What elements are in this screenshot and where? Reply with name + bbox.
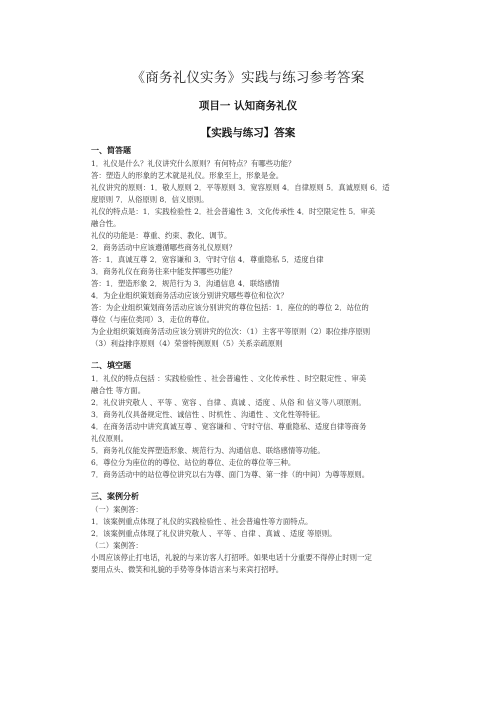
text-line: 2．商务活动中应该遵循哪些商务礼仪原则？ [91, 243, 237, 252]
text-line: 4．在商务活动中讲究真诚互尊 、宽容谦和 、守时守信、尊重隐私、适度自律等商务 [91, 422, 367, 431]
text-line: 4．为企业组织策划商务活动应该分别讲究哪些尊位和位次？ [91, 291, 288, 300]
text-line: 6．尊位分为座位的的尊位、站位的尊位、走位的尊位等三种。 [91, 458, 296, 467]
text-line: 为企业组织策划商务活动应该分别讲究的位次：（1）主客平等原则（2）职位排序原则 [91, 327, 371, 336]
text-line: 答：为企业组织策划商务活动应该分别讲究的尊位包括：1．座位的的尊位 2．站位的 [91, 303, 369, 312]
text-line: 2．礼仪讲究敬人 、平等 、宽容 、自律 、真诚 、适度 、从俗 和 信义等八项原则。 [91, 398, 366, 407]
text-line: 融合性。 [91, 219, 121, 228]
text-line: 礼仪讲究的原则：1．敬人原则 2．平等原则 3．宽容原则 4．自律原则 5．真诚原则 6．适 [91, 183, 390, 192]
text-line: 3．商务礼仪在商务往来中能发挥哪些功能？ [91, 267, 237, 276]
document-title: 《商务礼仪实务》实践与练习参考答案 [131, 70, 365, 86]
text-line: （二）案例答： [91, 541, 143, 550]
text-line: 答：塑造人的形象的艺术就是礼仪。形象至上，形象是金。 [91, 171, 284, 180]
text-line: 要用点头、微笑和礼貌的手势等身体语言来与来宾打招呼。 [91, 565, 284, 574]
text-line: 小周应该停止打电话，礼貌的与来访客人打招呼。如果电话十分重要不得停止时则一定 [91, 553, 372, 562]
section-heading-short-answer: 一、简答题 [91, 146, 131, 155]
text-line: 礼仪原则。 [91, 434, 128, 443]
text-line: 1．礼仪是什么？礼仪讲究什么原则？有何特点？有哪些功能？ [91, 159, 296, 168]
text-line: 2．该案例重点体现了礼仪讲究敬人 、平等 、自律 、真诚 、适度 等原则。 [91, 529, 337, 538]
text-line: 答：1．塑造形象 2．规范行为 3．沟通信息 4．联络感情 [91, 279, 280, 288]
text-line: 5．商务礼仪能发挥塑造形象、规范行为、沟通信息、联络感情等功能。 [91, 446, 325, 455]
project-heading: 项目一 认知商务礼仪 [198, 100, 298, 112]
text-line: 1．礼仪的特点包括 ：实践检验性 、社会普遍性 、文化传承性 、时空限定性 、审美 [91, 374, 367, 383]
practice-heading: 【实践与练习】答案 [200, 127, 296, 139]
section-heading-case-analysis: 三、案例分析 [91, 492, 139, 501]
text-line: 7．商务活动中的站位尊位讲究以右为尊、面门为尊、第一排（的中间）为尊等原则。 [91, 470, 370, 479]
text-line: 3．商务礼仪具备规定性、诚信性 、时机性 、沟通性 、文化性等特征。 [91, 410, 325, 419]
text-line: 礼仪的特点是：1．实践检验性 2．社会普遍性 3．文化传承性 4．时空限定性 5．审美 [91, 207, 376, 216]
text-line: 1．该案例重点体现了礼仪的实践检验性 、社会普遍性等方面特点。 [91, 517, 313, 526]
text-line: （3）利益排序原则（4）荣誉特例原则（5）关系亲疏原则 [91, 339, 283, 348]
text-line: 尊位（与座位类同）3．走位的尊位。 [91, 315, 214, 324]
text-line: 融合性 等方面。 [91, 386, 146, 395]
text-line: 答：1．真诚互尊 2．宽容谦和 3．守时守信 4．尊重隐私 5．适度自律 [91, 255, 324, 264]
text-line: 礼仪的功能是：尊重、约束、教化、调节。 [91, 231, 232, 240]
text-line: （一）案例答： [91, 505, 143, 514]
section-heading-fill-blank: 二、填空题 [91, 361, 131, 370]
text-line: 度原则 7．从俗原则 8．信义原则。 [91, 195, 209, 204]
